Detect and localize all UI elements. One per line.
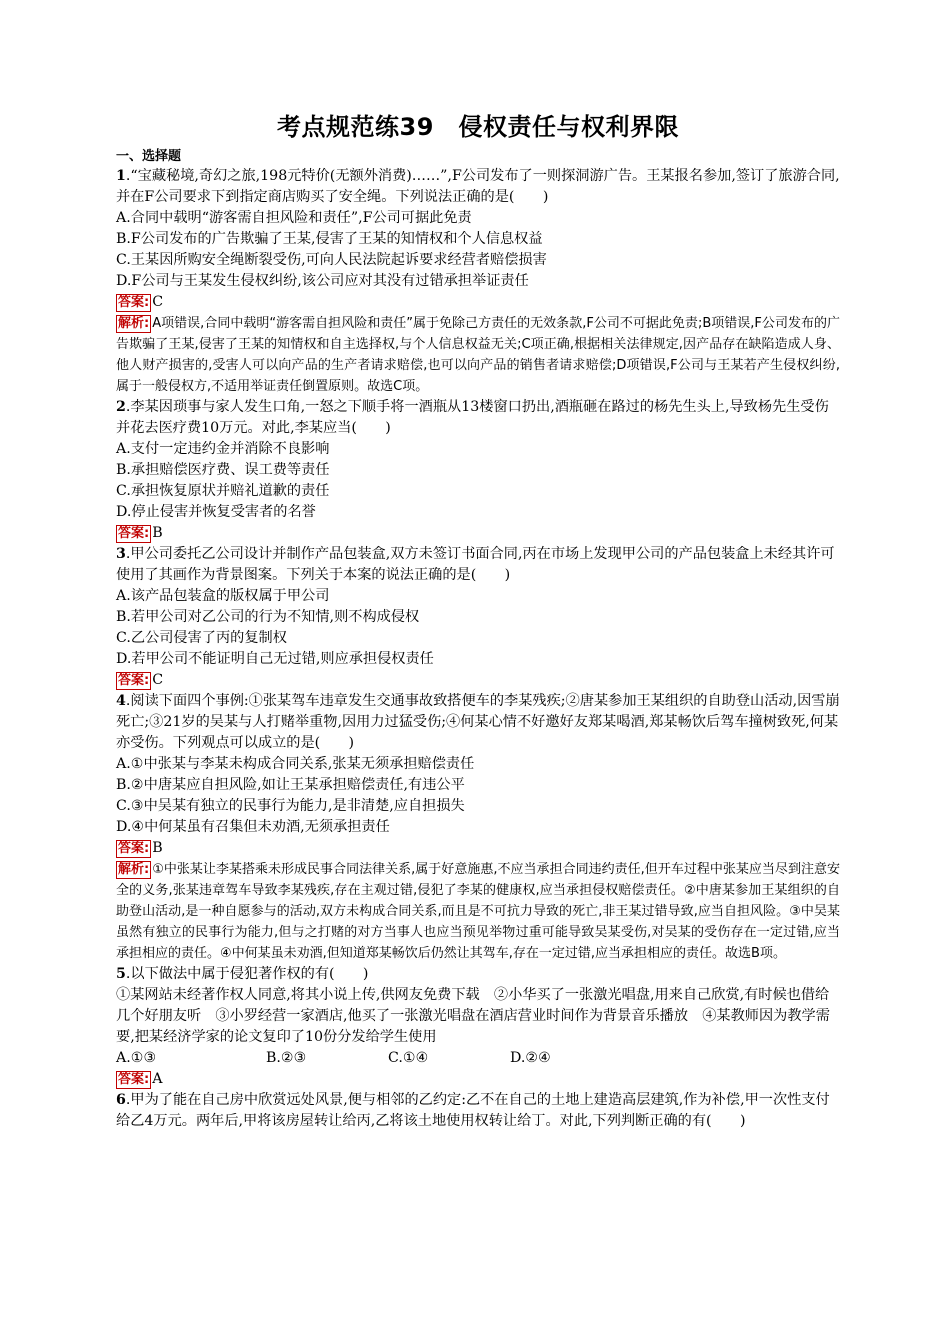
answer-tag: 答案: bbox=[118, 1072, 150, 1087]
question-stem: .甲为了能在自己房中欣赏远处风景,便与相邻的乙约定:乙不在自己的土地上建造高层建筑,作为补偿,甲一次性支付给乙4万元。两年后,甲将该房屋转让给丙,乙将该土地使用权转让给丁。对此,下列判断正确的有( ) bbox=[116, 1092, 830, 1129]
option-d: D.F公司与王某发生侵权纠纷,该公司应对其没有过错承担举证责任 bbox=[116, 273, 529, 289]
options-row bbox=[116, 1048, 840, 1069]
question-1 bbox=[116, 166, 840, 208]
option-b: B.②③ bbox=[266, 1050, 307, 1066]
question-2 bbox=[116, 397, 840, 439]
answer-line bbox=[116, 523, 840, 544]
question-stem: .阅读下面四个事例:①张某驾车违章发生交通事故致搭便车的李某残疾;②唐某参加王某组织的自助登山活动,因雪崩死亡;③21岁的吴某与人打赌举重物,因用力过猛受伤;④何某心情不好邀好友郑某喝酒,郑某畅饮后驾车撞树致死,何某亦受伤。下列观点可以成立的是( ) bbox=[116, 693, 840, 751]
option-b: B.若甲公司对乙公司的行为不知情,则不构成侵权 bbox=[116, 609, 420, 625]
option-d: D.若甲公司不能证明自己无过错,则应承担侵权责任 bbox=[116, 651, 434, 667]
answer-tag: 答案: bbox=[118, 526, 150, 541]
answer-value: A bbox=[152, 1071, 163, 1087]
option-d: D.②④ bbox=[510, 1050, 551, 1066]
answer-line bbox=[116, 670, 840, 691]
page-title: 考点规范练39 侵权责任与权利界限 bbox=[277, 113, 679, 141]
question-number: 2 bbox=[116, 399, 126, 415]
question-number: 6 bbox=[116, 1092, 126, 1108]
question-number: 4 bbox=[116, 693, 126, 709]
answer-line bbox=[116, 292, 840, 313]
question-4 bbox=[116, 691, 840, 754]
option-d: D.④中何某虽有召集但未劝酒,无须承担责任 bbox=[116, 819, 390, 835]
option-c: C.③中吴某有独立的民事行为能力,是非清楚,应自担损失 bbox=[116, 798, 465, 814]
answer-line bbox=[116, 838, 840, 859]
answer-tag: 答案: bbox=[118, 295, 150, 310]
explanation bbox=[116, 313, 840, 397]
answer-tag: 答案: bbox=[118, 841, 150, 856]
explanation bbox=[116, 859, 840, 964]
question-stem: .以下做法中属于侵犯著作权的有( ) bbox=[125, 966, 369, 982]
option-d: D.停止侵害并恢复受害者的名誉 bbox=[116, 504, 316, 520]
answer-tag: 答案: bbox=[118, 673, 150, 688]
question-number: 3 bbox=[116, 546, 126, 562]
question-body: ①某网站未经著作权人同意,将其小说上传,供网友免费下载 ②小华买了一张激光唱盘,用来自己欣赏,有时候也借给几个好朋友听 ③小罗经营一家酒店,他买了一张激光唱盘在酒店营业时间作为背景音乐播放 ④某教师因为教学需要,把某经济学家的论文复印了10份分发给学生使用 bbox=[116, 987, 830, 1045]
question-number: 5 bbox=[116, 966, 126, 982]
option-a: A.①③ bbox=[116, 1050, 157, 1066]
option-a: A.合同中载明“游客需自担风险和责任”,F公司可据此免责 bbox=[116, 210, 472, 226]
question-stem: .李某因琐事与家人发生口角,一怒之下顺手将一酒瓶从13楼窗口扔出,酒瓶砸在路过的杨先生头上,导致杨先生受伤并花去医疗费10万元。对此,李某应当( ) bbox=[116, 399, 829, 436]
answer-value: B bbox=[152, 525, 163, 541]
option-c: C.王某因所购安全绳断裂受伤,可向人民法院起诉要求经营者赔偿损害 bbox=[116, 252, 547, 268]
question-6 bbox=[116, 1090, 840, 1132]
option-a: A.支付一定违约金并消除不良影响 bbox=[116, 441, 330, 457]
question-3 bbox=[116, 544, 840, 586]
answer-line bbox=[116, 1069, 840, 1090]
answer-value: B bbox=[152, 840, 163, 856]
question-number: 1 bbox=[116, 168, 126, 184]
explain-tag: 解析: bbox=[118, 862, 150, 877]
option-c: C.承担恢复原状并赔礼道歉的责任 bbox=[116, 483, 330, 499]
option-b: B.F公司发布的广告欺骗了王某,侵害了王某的知情权和个人信息权益 bbox=[116, 231, 543, 247]
question-stem: .“宝藏秘境,奇幻之旅,198元特价(无额外消费)……”,F公司发布了一则探洞游广告。王某报名参加,签订了旅游合同,并在F公司要求下到指定商店购买了安全绳。下列说法正确的是( ) bbox=[116, 168, 840, 205]
question-stem: .甲公司委托乙公司设计并制作产品包装盒,双方未签订书面合同,丙在市场上发现甲公司的产品包装盒上未经其许可使用了其画作为背景图案。下列关于本案的说法正确的是( ) bbox=[116, 546, 835, 583]
option-a: A.①中张某与李某未构成合同关系,张某无须承担赔偿责任 bbox=[116, 756, 475, 772]
answer-value: C bbox=[152, 672, 164, 688]
explanation-text: A项错误,合同中载明“游客需自担风险和责任”属于免除己方责任的无效条款,F公司不可据此免责;B项错误,F公司发布的广告欺骗了王某,侵害了王某的知情权和自主选择权,与个人信息权益无关;C项正确,根据相关法律规定,因产品存在缺陷造成人身、他人财产损害的,受害人可以向产品的生产者请求赔偿,也可以向产品的销售者请求赔偿;D项错误,F公司与王某若产生侵权纠纷,属于一般侵权方,不适用举证责任倒置原则。故选C项。 bbox=[116, 316, 840, 394]
answer-value: C bbox=[152, 294, 164, 310]
question-5 bbox=[116, 964, 840, 985]
option-b: B.承担赔偿医疗费、误工费等责任 bbox=[116, 462, 330, 478]
option-c: C.①④ bbox=[388, 1050, 429, 1066]
explanation-text: ①中张某让李某搭乘未形成民事合同法律关系,属于好意施惠,不应当承担合同违约责任,但开车过程中张某应当尽到注意安全的义务,张某违章驾车导致李某残疾,存在主观过错,侵犯了李某的健康权,应当承担侵权赔偿责任。②中唐某参加王某组织的自助登山活动,是一种自愿参与的活动,双方未构成合同关系,而且是不可抗力导致的死亡,非王某过错导致,应当自担风险。③中吴某虽然有独立的民事行为能力,但与之打赌的对方当事人也应当预见举物过重可能导致吴某受伤,对吴某的受伤存在一定过错,应当承担相应的责任。④中何某虽未劝酒,但知道郑某畅饮后仍然让其驾车,存在一定过错,应当承担相应的责任。故选B项。 bbox=[116, 862, 840, 961]
explain-tag: 解析: bbox=[118, 316, 150, 331]
document-page bbox=[116, 112, 840, 1132]
option-c: C.乙公司侵害了丙的复制权 bbox=[116, 630, 287, 646]
option-a: A.该产品包装盒的版权属于甲公司 bbox=[116, 588, 330, 604]
option-b: B.②中唐某应自担风险,如让王某承担赔偿责任,有违公平 bbox=[116, 777, 465, 793]
section-heading: 一、选择题 bbox=[116, 149, 182, 164]
